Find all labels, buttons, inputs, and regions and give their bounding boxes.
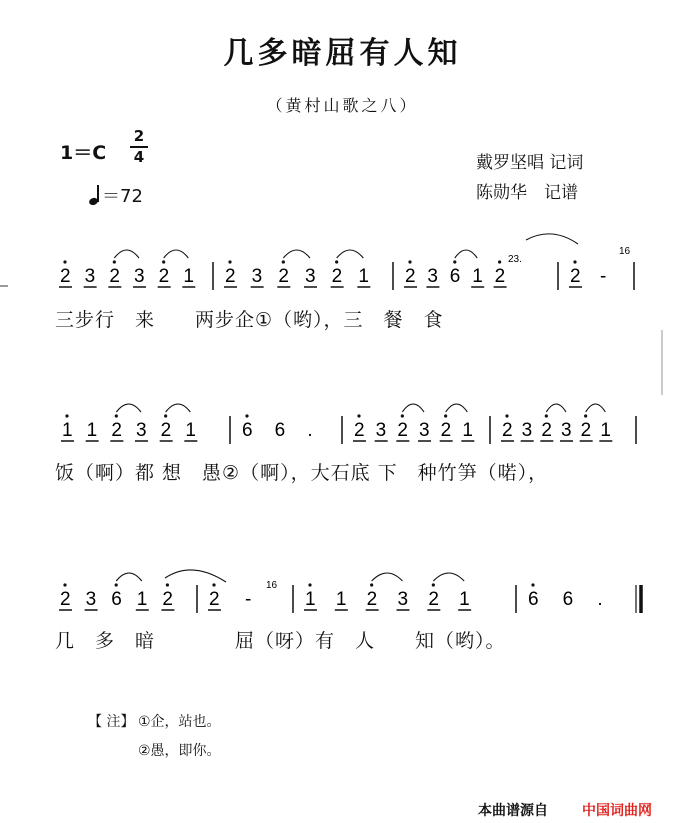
score-note: 1 bbox=[62, 420, 73, 441]
score-note: 1 bbox=[600, 420, 611, 441]
score-note: 1 bbox=[335, 589, 347, 610]
slur bbox=[433, 573, 464, 581]
octave-dot bbox=[164, 414, 167, 417]
octave-dot bbox=[212, 583, 215, 586]
footnote-label: 【 注】 bbox=[88, 714, 135, 730]
score-note: 3 bbox=[84, 266, 96, 287]
octave-dot bbox=[162, 260, 165, 263]
score-note: 1 bbox=[136, 589, 148, 610]
octave-dot bbox=[228, 260, 231, 263]
transcriber-credit: 陈勋华 记谱 bbox=[476, 183, 578, 203]
octave-dot bbox=[453, 260, 456, 263]
lyricist-credit: 戴罗坚唱 记词 bbox=[476, 153, 584, 173]
score-note: 3 bbox=[251, 266, 263, 287]
score-note: 2 bbox=[354, 420, 365, 441]
score-note: 3 bbox=[134, 266, 145, 287]
octave-dot bbox=[545, 414, 548, 417]
lyrics-line-3: 几 多 暗 屈（呀）有 人 知（哟）。 bbox=[55, 630, 506, 652]
score-note: 2 bbox=[541, 420, 552, 441]
score-note: 2 bbox=[278, 266, 289, 287]
grace-note: 16 bbox=[619, 246, 631, 257]
score-note: 2 bbox=[397, 420, 408, 441]
score-note: 2 bbox=[162, 589, 173, 610]
song-subtitle: （黄村山歌之八） bbox=[266, 96, 419, 115]
slur bbox=[164, 250, 189, 258]
score-note: 2 bbox=[440, 420, 452, 441]
score-note: - bbox=[600, 266, 607, 287]
score-note: 3 bbox=[427, 266, 438, 287]
key-signature: 1＝C bbox=[60, 142, 107, 164]
octave-dot bbox=[65, 414, 68, 417]
slur bbox=[114, 250, 139, 258]
score-note: 2 bbox=[109, 266, 120, 287]
lyrics-line-2: 饭（啊）都 想 愚②（啊），大石底 下 种竹笋（喏）， bbox=[55, 462, 549, 484]
slur bbox=[116, 573, 142, 581]
grace-note: 16 bbox=[266, 580, 278, 591]
octave-dot bbox=[573, 260, 576, 263]
footnote-2: ②愚，即你。 bbox=[138, 743, 221, 759]
score-note: 6 bbox=[528, 589, 539, 610]
octave-dot bbox=[63, 583, 66, 586]
slur bbox=[455, 250, 477, 258]
song-title: 几多暗屈有人知 bbox=[223, 36, 462, 71]
meter-bottom: 4 bbox=[133, 148, 145, 166]
score-note: 2 bbox=[405, 266, 416, 287]
score-note: 6 bbox=[562, 589, 574, 610]
score-note: 3 bbox=[419, 420, 430, 441]
score-note: 2 bbox=[60, 589, 71, 610]
score-note: 1 bbox=[185, 420, 196, 441]
score-note: 3 bbox=[561, 420, 572, 441]
footnote-1: ①企，站也。 bbox=[138, 714, 221, 730]
score-note: . bbox=[307, 420, 313, 441]
octave-dot bbox=[335, 260, 338, 263]
score-note: 2 bbox=[209, 589, 220, 610]
score-note: . bbox=[597, 589, 603, 610]
score-note: 2 bbox=[502, 420, 513, 441]
octave-dot bbox=[505, 414, 508, 417]
octave-dot bbox=[357, 414, 360, 417]
score-note: 3 bbox=[136, 420, 147, 441]
slur bbox=[586, 404, 606, 412]
score-note: 1 bbox=[183, 266, 194, 287]
score-note: 3 bbox=[397, 589, 409, 610]
octave-dot bbox=[308, 583, 311, 586]
slur bbox=[166, 404, 191, 412]
score-note: 3 bbox=[521, 420, 533, 441]
octave-dot bbox=[115, 583, 118, 586]
tempo-value: ＝72 bbox=[102, 186, 143, 207]
score-note: 3 bbox=[305, 266, 316, 287]
score-note: 2 bbox=[366, 589, 378, 610]
score-note: 2 bbox=[225, 266, 236, 287]
slur bbox=[546, 404, 566, 412]
score-note: 2 bbox=[428, 589, 439, 610]
slur bbox=[372, 573, 403, 581]
score-note: 6 bbox=[449, 266, 461, 287]
octave-dot bbox=[584, 414, 587, 417]
octave-dot bbox=[531, 583, 534, 586]
phrase-slur bbox=[526, 234, 578, 244]
footer-site-link[interactable]: 中国词曲网 bbox=[582, 803, 652, 819]
slur bbox=[283, 250, 310, 258]
score-note: 1 bbox=[462, 420, 473, 441]
score-note: 2 bbox=[160, 420, 172, 441]
octave-dot bbox=[113, 260, 116, 263]
score-note: 6 bbox=[111, 589, 122, 610]
lyrics-line-1: 三步行 来 两步企①（哟），三 餐 食 bbox=[55, 309, 444, 331]
score-note: 3 bbox=[375, 420, 387, 441]
score-note: 1 bbox=[459, 589, 470, 610]
meter-top: 2 bbox=[133, 127, 145, 145]
octave-dot bbox=[282, 260, 285, 263]
octave-dot bbox=[432, 583, 435, 586]
score-note: 2 bbox=[580, 420, 592, 441]
slur bbox=[446, 404, 468, 412]
slur bbox=[116, 404, 141, 412]
octave-dot bbox=[444, 414, 447, 417]
score-note: 1 bbox=[305, 589, 316, 610]
score-note: 1 bbox=[472, 266, 483, 287]
octave-dot bbox=[498, 260, 501, 263]
grace-note: 23. bbox=[508, 254, 522, 265]
score-note: 3 bbox=[85, 589, 97, 610]
phrase-slur bbox=[165, 570, 226, 582]
score-note: 6 bbox=[242, 420, 253, 441]
score-note: 2 bbox=[494, 266, 506, 287]
octave-dot bbox=[401, 414, 404, 417]
score-note: 2 bbox=[158, 266, 170, 287]
footer-source-text: 本曲谱源自 bbox=[478, 803, 548, 819]
score-note: - bbox=[245, 589, 252, 610]
octave-dot bbox=[166, 583, 169, 586]
score-note: 2 bbox=[570, 266, 581, 287]
octave-dot bbox=[370, 583, 373, 586]
octave-dot bbox=[115, 414, 118, 417]
score-note: 6 bbox=[274, 420, 286, 441]
score-note: 2 bbox=[111, 420, 122, 441]
octave-dot bbox=[63, 260, 66, 263]
octave-dot bbox=[245, 414, 248, 417]
score-note: 1 bbox=[86, 420, 98, 441]
score-note: 2 bbox=[331, 266, 343, 287]
score-note: 1 bbox=[358, 266, 369, 287]
score-note: 2 bbox=[60, 266, 71, 287]
slur bbox=[337, 250, 364, 258]
slur bbox=[402, 404, 424, 412]
octave-dot bbox=[408, 260, 411, 263]
